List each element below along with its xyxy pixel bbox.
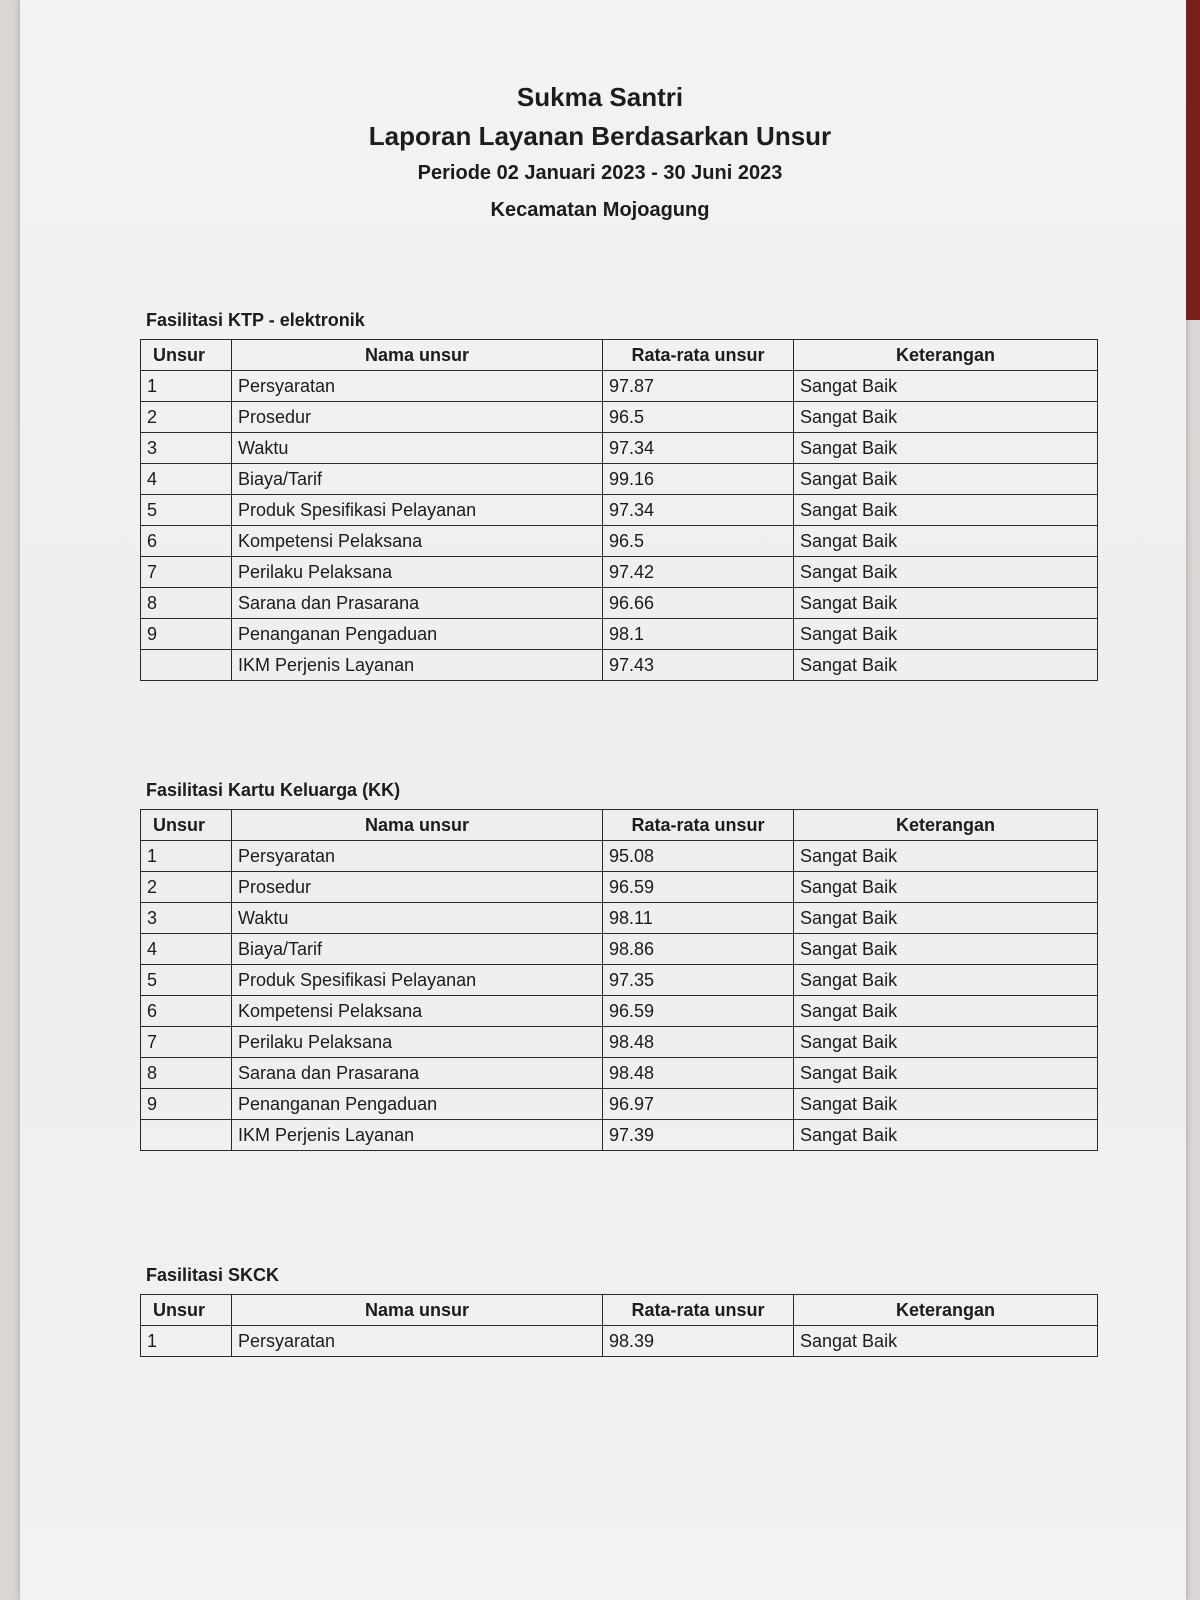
report-org: Sukma Santri [516, 82, 684, 112]
table-header-row [141, 810, 1098, 841]
cell-rata: 97.35 [603, 965, 794, 996]
cell-nama: Sarana dan Prasarana [232, 588, 603, 619]
cell-rata: 97.87 [603, 371, 794, 402]
cell-no: 9 [141, 619, 232, 650]
table-header-row [141, 1295, 1098, 1326]
cell-keterangan: Sangat Baik [794, 526, 1098, 557]
cell-rata: 95.08 [603, 841, 794, 872]
cell-nama: Persyaratan [232, 371, 603, 402]
cell-keterangan: Sangat Baik [794, 495, 1098, 526]
section-title: Fasilitasi Kartu Keluarga (KK) [146, 780, 401, 800]
table-row-summary [141, 1120, 1098, 1151]
cell-keterangan: Sangat Baik [794, 965, 1098, 996]
service-table-skck [140, 1294, 1098, 1357]
cell-nama: IKM Perjenis Layanan [232, 650, 603, 681]
cell-keterangan: Sangat Baik [794, 588, 1098, 619]
cell-no: 1 [141, 371, 232, 402]
column-header-unsur: Unsur [141, 340, 232, 371]
cell-rata: 96.66 [603, 588, 794, 619]
cell-keterangan: Sangat Baik [794, 433, 1098, 464]
cell-no: 5 [141, 965, 232, 996]
service-table-kk [140, 809, 1098, 1151]
cell-no: 1 [141, 1326, 232, 1357]
cell-nama: Kompetensi Pelaksana [232, 996, 603, 1027]
cell-nama: Persyaratan [232, 1326, 603, 1357]
cell-rata: 97.34 [603, 495, 794, 526]
cell-keterangan: Sangat Baik [794, 650, 1098, 681]
table-row [141, 934, 1098, 965]
cell-no: 7 [141, 557, 232, 588]
table-row [141, 903, 1098, 934]
report-district: Kecamatan Mojoagung [490, 199, 710, 221]
table-row [141, 872, 1098, 903]
section-ktp [140, 310, 1098, 681]
table-row [141, 433, 1098, 464]
cell-rata: 98.1 [603, 619, 794, 650]
cell-rata: 97.43 [603, 650, 794, 681]
report-period: Periode 02 Januari 2023 - 30 Juni 2023 [417, 162, 783, 184]
section-skck [140, 1265, 1098, 1357]
column-header-rata: Rata-rata unsur [603, 1295, 794, 1326]
table-row [141, 965, 1098, 996]
cell-rata: 97.42 [603, 557, 794, 588]
cell-nama: Prosedur [232, 402, 603, 433]
cell-rata: 96.5 [603, 402, 794, 433]
table-row [141, 402, 1098, 433]
column-header-nama: Nama unsur [232, 1295, 603, 1326]
cell-no: 1 [141, 841, 232, 872]
cell-nama: Biaya/Tarif [232, 934, 603, 965]
cell-nama: Waktu [232, 433, 603, 464]
cell-no: 7 [141, 1027, 232, 1058]
cell-keterangan: Sangat Baik [794, 1120, 1098, 1151]
table-row [141, 996, 1098, 1027]
cell-keterangan: Sangat Baik [794, 371, 1098, 402]
cell-no: 6 [141, 526, 232, 557]
cell-rata: 96.59 [603, 872, 794, 903]
cell-keterangan: Sangat Baik [794, 619, 1098, 650]
table-row [141, 1058, 1098, 1089]
cell-nama: Waktu [232, 903, 603, 934]
cell-no: 2 [141, 872, 232, 903]
table-row [141, 619, 1098, 650]
cell-keterangan: Sangat Baik [794, 903, 1098, 934]
section-title: Fasilitasi SKCK [146, 1265, 280, 1285]
cell-rata: 97.39 [603, 1120, 794, 1151]
table-row [141, 1089, 1098, 1120]
column-header-rata: Rata-rata unsur [603, 340, 794, 371]
cell-keterangan: Sangat Baik [794, 872, 1098, 903]
cell-nama: IKM Perjenis Layanan [232, 1120, 603, 1151]
table-row [141, 841, 1098, 872]
cell-no: 4 [141, 464, 232, 495]
cell-keterangan: Sangat Baik [794, 464, 1098, 495]
cell-rata: 98.48 [603, 1058, 794, 1089]
cell-no [141, 1120, 232, 1151]
cell-no [141, 650, 232, 681]
table-row [141, 464, 1098, 495]
column-header-keterangan: Keterangan [794, 810, 1098, 841]
table-row [141, 526, 1098, 557]
column-header-rata: Rata-rata unsur [603, 810, 794, 841]
cell-keterangan: Sangat Baik [794, 1089, 1098, 1120]
cell-nama: Perilaku Pelaksana [232, 1027, 603, 1058]
cell-rata: 97.34 [603, 433, 794, 464]
cell-keterangan: Sangat Baik [794, 996, 1098, 1027]
cell-rata: 98.86 [603, 934, 794, 965]
cell-rata: 96.59 [603, 996, 794, 1027]
cell-rata: 98.39 [603, 1326, 794, 1357]
section-title: Fasilitasi KTP - elektronik [146, 310, 365, 330]
cell-no: 8 [141, 588, 232, 619]
cell-nama: Produk Spesifikasi Pelayanan [232, 495, 603, 526]
cell-keterangan: Sangat Baik [794, 934, 1098, 965]
cell-rata: 96.97 [603, 1089, 794, 1120]
cell-no: 3 [141, 903, 232, 934]
column-header-unsur: Unsur [141, 1295, 232, 1326]
table-row-summary [141, 650, 1098, 681]
cell-keterangan: Sangat Baik [794, 1058, 1098, 1089]
cell-rata: 96.5 [603, 526, 794, 557]
column-header-unsur: Unsur [141, 810, 232, 841]
column-header-keterangan: Keterangan [794, 1295, 1098, 1326]
cell-rata: 98.11 [603, 903, 794, 934]
report-header [0, 82, 1200, 222]
cell-keterangan: Sangat Baik [794, 1027, 1098, 1058]
cell-no: 5 [141, 495, 232, 526]
table-row [141, 495, 1098, 526]
cell-no: 3 [141, 433, 232, 464]
table-row [141, 588, 1098, 619]
column-header-keterangan: Keterangan [794, 340, 1098, 371]
cell-no: 2 [141, 402, 232, 433]
cell-rata: 99.16 [603, 464, 794, 495]
column-header-nama: Nama unsur [232, 340, 603, 371]
cell-keterangan: Sangat Baik [794, 1326, 1098, 1357]
cell-nama: Sarana dan Prasarana [232, 1058, 603, 1089]
table-row [141, 371, 1098, 402]
cell-keterangan: Sangat Baik [794, 557, 1098, 588]
cell-no: 6 [141, 996, 232, 1027]
table-row [141, 1326, 1098, 1357]
cell-no: 9 [141, 1089, 232, 1120]
cell-rata: 98.48 [603, 1027, 794, 1058]
table-header-row [141, 340, 1098, 371]
cell-nama: Penanganan Pengaduan [232, 619, 603, 650]
service-table-ktp [140, 339, 1098, 681]
cell-keterangan: Sangat Baik [794, 841, 1098, 872]
cell-nama: Prosedur [232, 872, 603, 903]
cell-nama: Biaya/Tarif [232, 464, 603, 495]
cell-nama: Penanganan Pengaduan [232, 1089, 603, 1120]
column-header-nama: Nama unsur [232, 810, 603, 841]
cell-nama: Kompetensi Pelaksana [232, 526, 603, 557]
cell-nama: Persyaratan [232, 841, 603, 872]
section-kk [140, 780, 1098, 1151]
cell-keterangan: Sangat Baik [794, 402, 1098, 433]
cell-nama: Perilaku Pelaksana [232, 557, 603, 588]
cell-nama: Produk Spesifikasi Pelayanan [232, 965, 603, 996]
cell-no: 8 [141, 1058, 232, 1089]
report-title: Laporan Layanan Berdasarkan Unsur [368, 121, 832, 151]
table-row [141, 557, 1098, 588]
table-row [141, 1027, 1098, 1058]
cell-no: 4 [141, 934, 232, 965]
